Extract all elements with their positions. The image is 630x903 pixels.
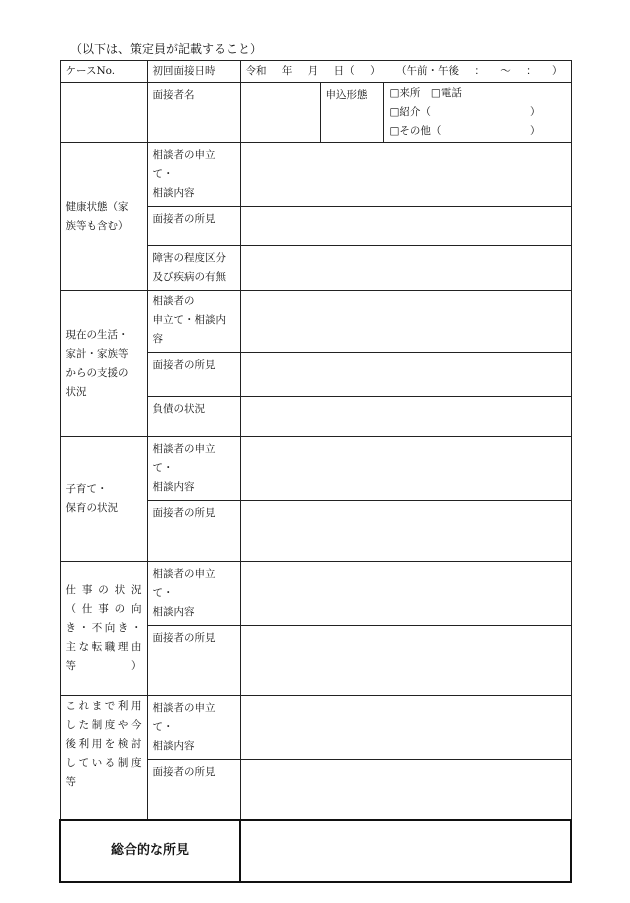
label-line: からの支援の [65,366,129,379]
living-applicant-statement-field[interactable] [240,291,571,353]
label-line: 及び疾病の有無 [152,271,226,283]
label-line: 面接者の所見 [152,766,216,778]
childcare-applicant-statement-label [147,437,240,501]
label-line: 相談者の [152,295,195,307]
label-line: き・不向き・ [65,622,142,634]
label-line: した制度や今 [65,719,142,731]
option-close-paren: ） [530,106,541,118]
application-method-option[interactable] [390,84,541,103]
option-label: □その他（ [389,125,442,137]
overall-opinion-label: 総合的な所見 [60,820,240,882]
health-interviewer-opinion-label [147,207,240,246]
label-line: 申立て・相談内容 [152,314,226,345]
label-line: している制度 [65,757,142,769]
label-line: （仕事の向 [65,603,142,615]
label-line: これまで利用 [65,700,142,712]
label-line: 子育て・ [65,483,108,495]
work-applicant-statement-label [147,562,240,626]
date-part: ： [526,65,537,77]
disability-level-label [147,246,240,291]
form-note: （以下は、策定員が記載すること） [70,42,263,56]
systems-applicant-statement-field[interactable] [240,696,571,760]
label-line: 相談内容 [152,481,195,493]
interviewer-name-field[interactable] [240,83,320,143]
label-line: 相談者の申立て・ [152,149,216,180]
label-line: 現在の生活・ [65,328,129,341]
label-line: 負債の状況 [152,403,205,415]
label-line: 相談内容 [152,606,195,618]
childcare-section-label [60,437,147,562]
disability-level-field[interactable] [240,246,571,291]
health-section-label [60,143,147,291]
living-section-label [60,291,147,437]
label-line: 等 [65,776,76,788]
first-interview-label: 初回面接日時 [147,61,240,83]
interviewer-name-label: 面接者名 [147,83,240,143]
label-line: 状況 [65,385,87,398]
debt-status-label [147,397,240,437]
living-interviewer-opinion-label [147,353,240,397]
work-applicant-statement-field[interactable] [240,562,571,626]
living-applicant-statement-label [147,291,240,353]
label-line: 障害の程度区分 [152,252,226,264]
health-applicant-statement-field[interactable] [240,143,571,207]
application-method-option[interactable] [390,103,541,122]
label-line: 面接者の所見 [152,632,216,644]
health-interviewer-opinion-field[interactable] [240,207,571,246]
label-line: 後利用を検討 [65,738,142,750]
childcare-interviewer-opinion-label [147,501,240,562]
work-interviewer-opinion-label [147,626,240,696]
work-interviewer-opinion-field[interactable] [240,626,571,696]
label-line: 相談内容 [152,187,195,199]
label-line: 保育の状況 [65,502,118,514]
label-line: 相談内容 [152,740,195,752]
work-section-label [60,562,147,696]
date-part: 日（ [333,65,355,77]
blank-cell [60,83,147,143]
date-part: ） [370,65,381,77]
health-applicant-statement-label [147,143,240,207]
application-method-option[interactable] [390,122,541,141]
application-method-label: 申込形態 [320,83,383,143]
case-no-label: ケースNo. [60,61,147,83]
label-line: 健康状態（家 [65,200,129,213]
label-line: 族等も含む） [65,219,129,232]
label-line: 主な転職理由 [65,641,142,653]
first-interview-datetime-field[interactable] [240,61,571,83]
label-line: 相談者の申立て・ [152,702,216,733]
date-part: ） [552,65,563,77]
date-part: ～ [500,65,511,77]
systems-section-label [60,696,147,820]
childcare-interviewer-opinion-field[interactable] [240,501,571,562]
debt-status-field[interactable] [240,397,571,437]
systems-interviewer-opinion-field[interactable] [240,760,571,820]
option-label: □紹介（ [389,106,431,118]
label-line: 家計・家族等 [65,347,129,360]
childcare-applicant-statement-field[interactable] [240,437,571,501]
date-part: 月 [307,65,319,77]
date-part: 年 [281,65,293,77]
label-line: 面接者の所見 [152,213,216,225]
label-line: 等） [65,660,142,672]
overall-opinion-field[interactable] [240,820,571,882]
label-line: 面接者の所見 [152,359,216,371]
systems-applicant-statement-label [147,696,240,760]
systems-interviewer-opinion-label [147,760,240,820]
label-line: 仕事の状況 [65,584,142,596]
consultation-record-form [59,60,572,883]
label-line: 相談者の申立て・ [152,443,216,474]
option-close-paren: ） [530,125,541,137]
date-part: ： [474,65,485,77]
living-interviewer-opinion-field[interactable] [240,353,571,397]
application-method-options[interactable] [383,83,571,143]
label-line: 相談者の申立て・ [152,568,216,599]
option-label: □来所 □電話 [389,87,462,99]
label-line: 面接者の所見 [152,507,216,519]
date-part: （午前・午後 [395,65,459,77]
date-part: 令和 [245,65,267,77]
